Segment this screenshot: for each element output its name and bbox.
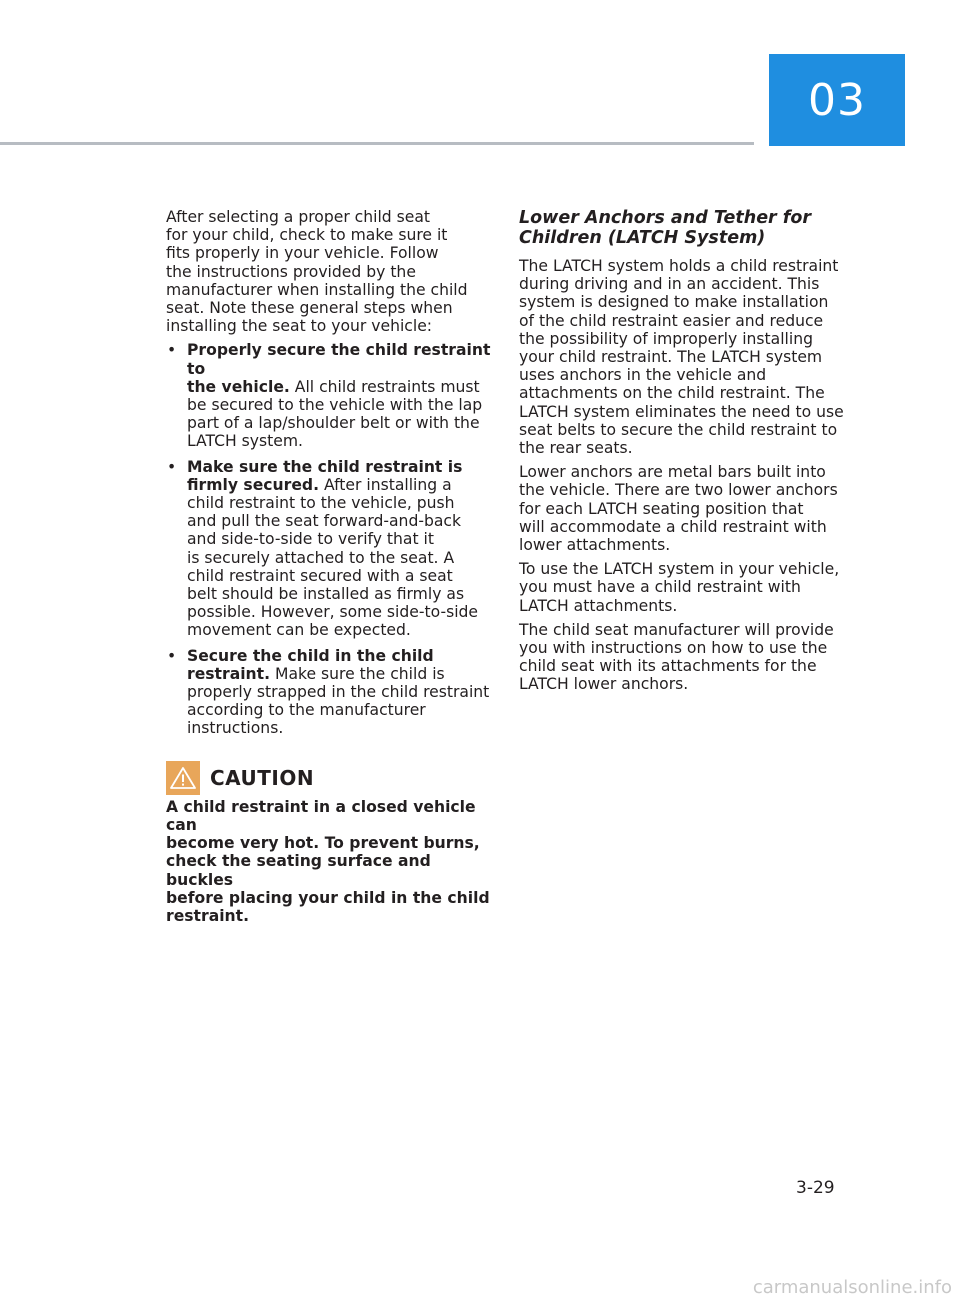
bullet-icon: •: [167, 457, 177, 476]
list-item: [166, 458, 496, 640]
body-paragraph: The child seat manufacturer will provide you with instructions on how to use the child seat with its attachments for the LATCH lower anchors.: [519, 620, 834, 694]
body-paragraph: To use the LATCH system in your vehicle, you must have a child restraint with LATCH attachments.: [519, 560, 840, 615]
list-item-bold: Properly secure the child restraint to the vehicle.: [187, 341, 491, 396]
caution-header: [166, 760, 496, 796]
list-item-bold: Make sure the child restraint is firmly secured.: [187, 457, 463, 494]
bullet-icon: •: [167, 646, 177, 665]
caution-text: A child restraint in a closed vehicle can become very hot. To prevent burns, check the seating surface and buckles before placing your child in the child restraint.: [166, 797, 490, 925]
chapter-number: 03: [808, 74, 866, 126]
warning-icon: [166, 761, 200, 795]
list-item-text: After installing a child restraint to the vehicle, push and pull the seat forward-and-back and side-to-side to verify that it is securely attached to the seat. A child restraint secured with a seat belt should be installed as firmly as possible. However, some side-to-side movement can be expected.: [187, 475, 479, 640]
caution-box: [166, 760, 496, 925]
bullet-icon: •: [167, 341, 177, 360]
body-paragraph: Lower anchors are metal bars built into the vehicle. There are two lower anchors for each LATCH seating position that will accommodate a child restraint with lower attachments.: [519, 463, 838, 555]
list-item-text: Make sure the child is properly strapped in the child restraint according to the manufacturer instructions.: [187, 664, 490, 738]
header-rule: [0, 142, 754, 145]
list-item-text: All child restraints must be secured to the vehicle with the lap part of a lap/shoulder belt or with the LATCH system.: [187, 377, 483, 451]
chapter-tab: [769, 54, 905, 146]
left-column: [166, 208, 496, 925]
list-item-bold: Secure the child in the child restraint.: [187, 646, 434, 683]
steps-list: [166, 341, 496, 737]
page-number: 3-29: [796, 1178, 835, 1198]
watermark: carmanualsonline.info: [752, 1277, 952, 1298]
list-item: [166, 647, 496, 738]
caution-title: CAUTION: [210, 765, 315, 790]
intro-paragraph: After selecting a proper child seat for your child, check to make sure it fits properly in your vehicle. Follow the instructions provided by the manufacturer when installing the child seat. Note these general steps when installing the seat to your vehicle:: [166, 208, 468, 336]
body-paragraph: The LATCH system holds a child restraint during driving and in an accident. This system is designed to make installation of the child restraint easier and reduce the possibility of improperly installing your child restraint. The LATCH system uses anchors in the vehicle and attachments on the child restraint. The LATCH system eliminates the need to use seat belts to secure the child restraint to the rear seats.: [519, 257, 844, 458]
section-heading: Lower Anchors and Tether for Children (LATCH System): [519, 208, 812, 248]
right-column: [519, 208, 849, 700]
list-item: [166, 341, 496, 450]
